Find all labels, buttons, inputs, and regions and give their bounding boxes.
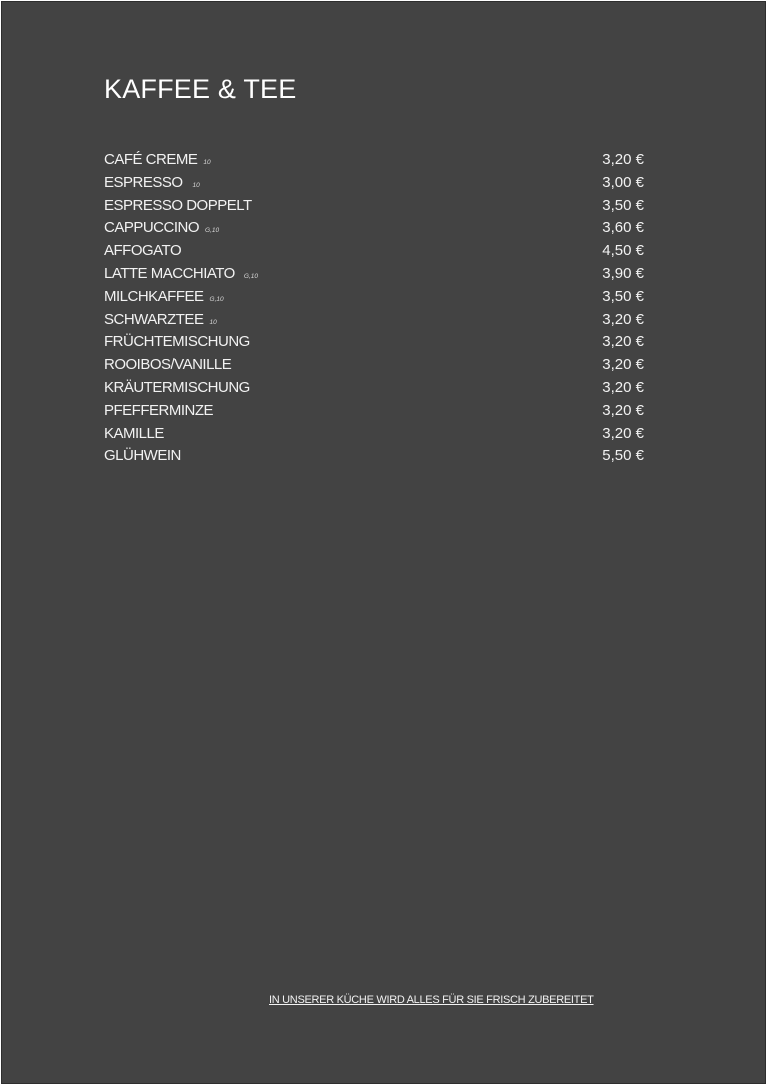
item-name-wrap	[104, 423, 164, 446]
menu-item	[104, 172, 644, 195]
allergen-code: 10	[192, 181, 200, 189]
menu-item	[104, 149, 644, 172]
item-name: SCHWARZTEE	[104, 310, 204, 328]
item-price: 3,60 €	[602, 219, 644, 237]
menu-item	[104, 195, 644, 218]
item-price: 3,20 €	[602, 356, 644, 374]
menu-item	[104, 217, 644, 240]
menu-page	[1, 1, 766, 1084]
item-price: 3,20 €	[602, 333, 644, 351]
item-name-wrap	[104, 445, 181, 468]
item-price: 3,20 €	[602, 378, 644, 396]
footer-note: IN UNSERER KÜCHE WIRD ALLES FÜR SIE FRISCH ZUBEREITET	[269, 994, 594, 1006]
menu-item	[104, 286, 644, 309]
item-name-wrap	[104, 400, 213, 423]
item-name-wrap	[104, 354, 231, 377]
allergen-code: 10	[203, 159, 211, 166]
item-name: CAFÉ CREME	[104, 151, 198, 168]
menu-title: KAFFEE & TEE	[104, 74, 297, 104]
item-name: AFFOGATO	[104, 242, 182, 260]
item-name: FRÜCHTEMISCHUNG	[104, 333, 250, 351]
item-price: 3,20 €	[602, 401, 644, 419]
item-name-wrap	[104, 331, 250, 354]
item-name-wrap	[104, 240, 181, 263]
item-name-wrap	[104, 377, 250, 400]
item-name: GLÜHWEIN	[104, 447, 181, 465]
menu-item	[104, 240, 644, 263]
item-name: PFEFFERMINZE	[104, 401, 213, 419]
item-price: 3,50 €	[602, 196, 644, 214]
item-name: ESPRESSO	[104, 173, 183, 191]
item-name: KAMILLE	[104, 424, 164, 442]
item-name: CAPPUCCINO	[104, 219, 200, 237]
menu-item	[104, 377, 644, 400]
item-name: MILCHKAFFEE	[104, 287, 204, 305]
allergen-code: G,10	[243, 272, 258, 280]
allergen-code: 10	[209, 318, 217, 326]
allergen-code: G,10	[209, 295, 224, 303]
menu-item	[104, 445, 644, 468]
item-price: 3,90 €	[602, 264, 644, 282]
menu-item	[104, 263, 644, 286]
item-price: 5,50 €	[602, 447, 644, 465]
item-name: ROOIBOS/VANILLE	[104, 356, 232, 374]
menu-item	[104, 354, 644, 377]
item-name-wrap	[104, 195, 252, 218]
item-name: KRÄUTERMISCHUNG	[104, 378, 250, 396]
menu-item	[104, 400, 644, 423]
item-price: 3,50 €	[602, 287, 644, 305]
item-price: 3,20 €	[602, 151, 644, 168]
menu-list	[104, 149, 644, 468]
item-price: 3,00 €	[602, 173, 644, 191]
menu-item	[104, 423, 644, 446]
menu-item	[104, 331, 644, 354]
menu-item	[104, 309, 644, 332]
allergen-code: G,10	[205, 227, 220, 235]
item-price: 3,20 €	[602, 424, 644, 442]
item-price: 3,20 €	[602, 310, 644, 328]
item-name: ESPRESSO DOPPELT	[104, 196, 252, 214]
item-price: 4,50 €	[602, 242, 644, 260]
item-name: LATTE MACCHIATO	[104, 264, 235, 282]
